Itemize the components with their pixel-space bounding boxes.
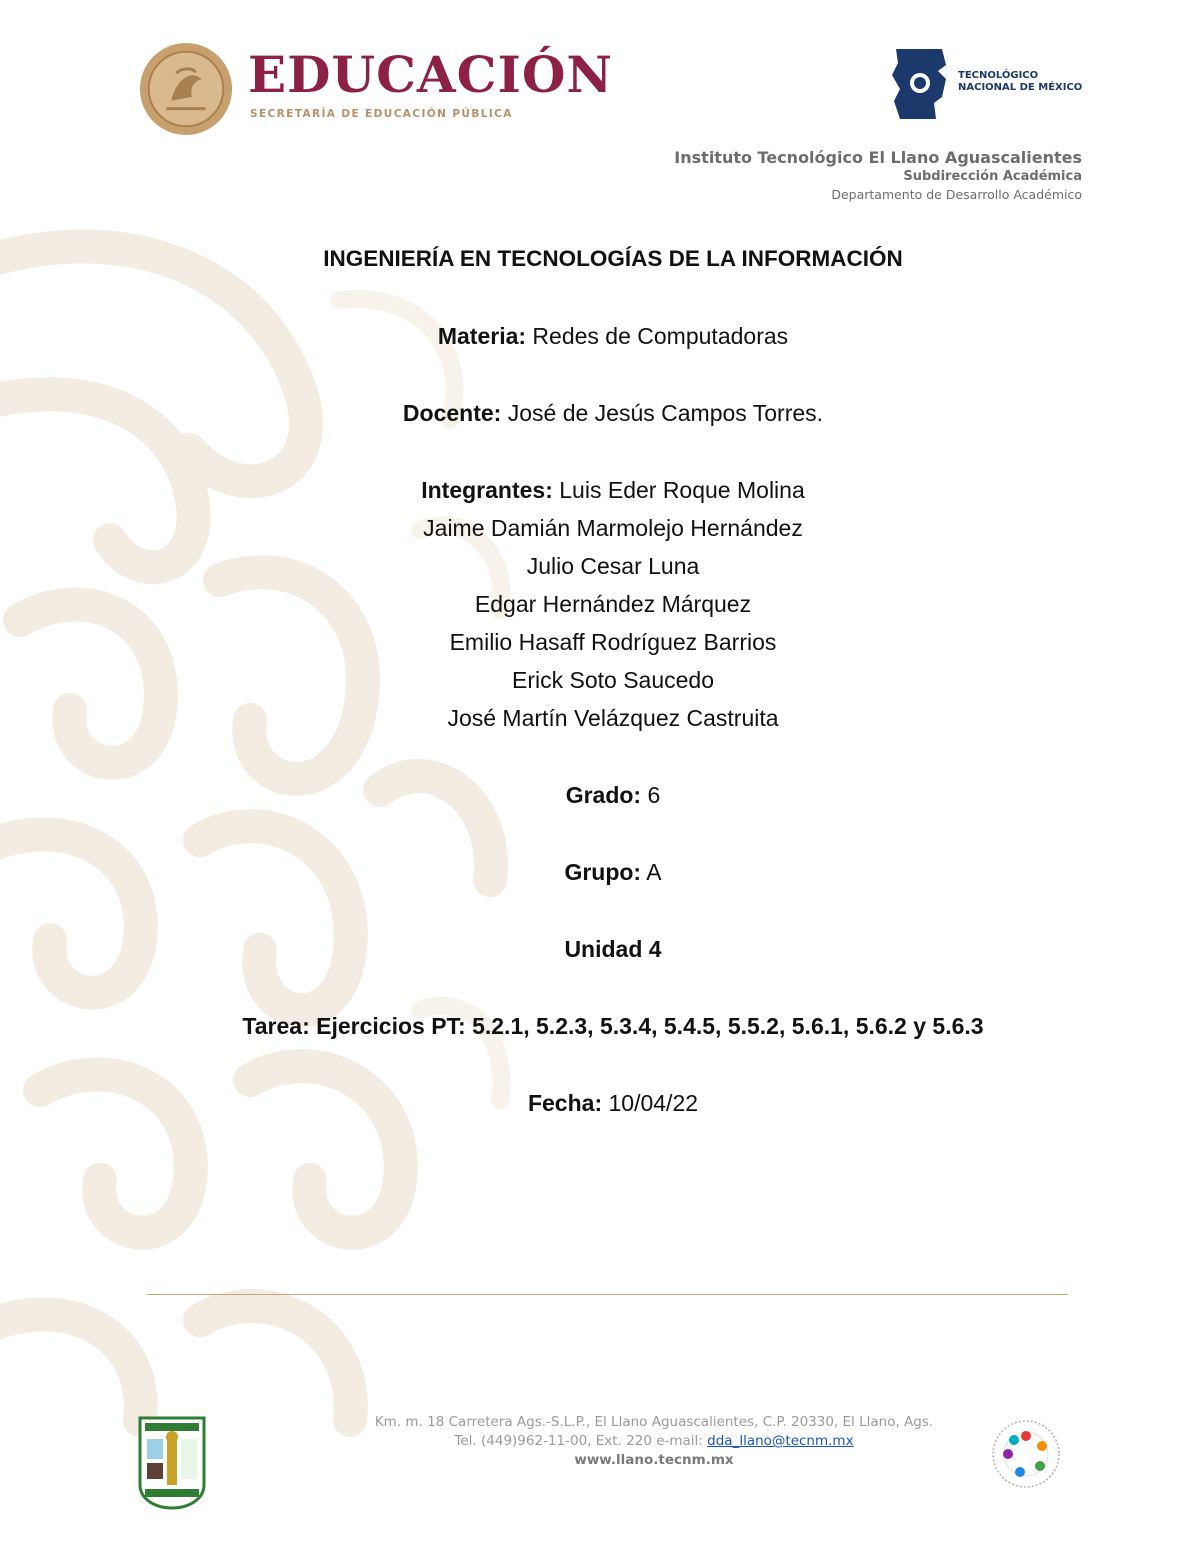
tecnm-logo-icon bbox=[890, 45, 948, 123]
footer-website[interactable]: www.llano.tecnm.mx bbox=[574, 1452, 734, 1468]
member-name: Emilio Hasaff Rodríguez Barrios bbox=[449, 629, 777, 655]
integrantes-line bbox=[0, 471, 1200, 509]
materia-value: Redes de Computadoras bbox=[526, 323, 789, 349]
brand-subtitle: SECRETARÍA DE EDUCACIÓN PÚBLICA bbox=[250, 108, 513, 120]
materia-label: Materia: bbox=[437, 323, 527, 349]
institute-name: Instituto Tecnológico El Llano Aguascalientes bbox=[674, 148, 1082, 167]
member-name: José Martín Velázquez Castruita bbox=[447, 705, 779, 731]
subdirection-name: Subdirección Académica bbox=[903, 169, 1082, 184]
equality-seal-icon bbox=[990, 1418, 1062, 1490]
footer-phone: Tel. (449)962-11-00, Ext. 220 e-mail: bbox=[454, 1433, 708, 1449]
tarea-line: Tarea: Ejercicios PT: 5.2.1, 5.2.3, 5.3.4, 5.4.5, 5.5.2, 5.6.1, 5.6.2 y 5.6.3 bbox=[242, 1013, 984, 1039]
footer-address: Km. m. 18 Carretera Ags.-S.L.P., El Llano Aguascalientes, C.P. 20330, El Llano, Ags. bbox=[374, 1414, 934, 1430]
fecha-label: Fecha: bbox=[527, 1090, 603, 1116]
fecha-line bbox=[0, 1084, 1200, 1122]
materia-line bbox=[0, 317, 1200, 355]
tecnm-line-2: NACIONAL DE MÉXICO bbox=[958, 82, 1083, 93]
brand-title: EDUCACIÓN bbox=[248, 45, 614, 104]
grado-line bbox=[0, 776, 1200, 814]
tecnm-wordmark bbox=[958, 70, 1082, 94]
grupo-line bbox=[0, 853, 1200, 891]
footer-divider bbox=[147, 1294, 1068, 1295]
unidad-line: Unidad 4 bbox=[564, 936, 662, 962]
member-name: Erick Soto Saucedo bbox=[511, 667, 714, 693]
docente-value: José de Jesús Campos Torres. bbox=[501, 400, 824, 426]
docente-label: Docente: bbox=[402, 400, 502, 426]
fecha-value: 10/04/22 bbox=[602, 1090, 699, 1116]
docente-line bbox=[0, 394, 1200, 432]
integrantes-label: Integrantes: bbox=[421, 477, 553, 503]
mexico-seal-icon bbox=[137, 40, 235, 138]
grado-value: 6 bbox=[641, 782, 661, 808]
career-heading: INGENIERÍA EN TECNOLOGÍAS DE LA INFORMACIÓN bbox=[323, 246, 903, 271]
footer-email-link[interactable]: dda_llano@tecnm.mx bbox=[707, 1433, 854, 1449]
cover-content bbox=[0, 240, 1200, 1122]
tecnm-line-1: TECNOLÓGICO bbox=[958, 70, 1039, 81]
grupo-value: A bbox=[641, 859, 662, 885]
member-name: Julio Cesar Luna bbox=[526, 553, 700, 579]
member-name: Jaime Damián Marmolejo Hernández bbox=[423, 515, 803, 541]
institution-block bbox=[674, 148, 1082, 204]
grado-label: Grado: bbox=[565, 782, 642, 808]
grupo-label: Grupo: bbox=[564, 859, 642, 885]
member-name: Luis Eder Roque Molina bbox=[552, 477, 805, 503]
member-name: Edgar Hernández Márquez bbox=[474, 591, 752, 617]
department-name: Departamento de Desarrollo Académico bbox=[831, 187, 1082, 202]
